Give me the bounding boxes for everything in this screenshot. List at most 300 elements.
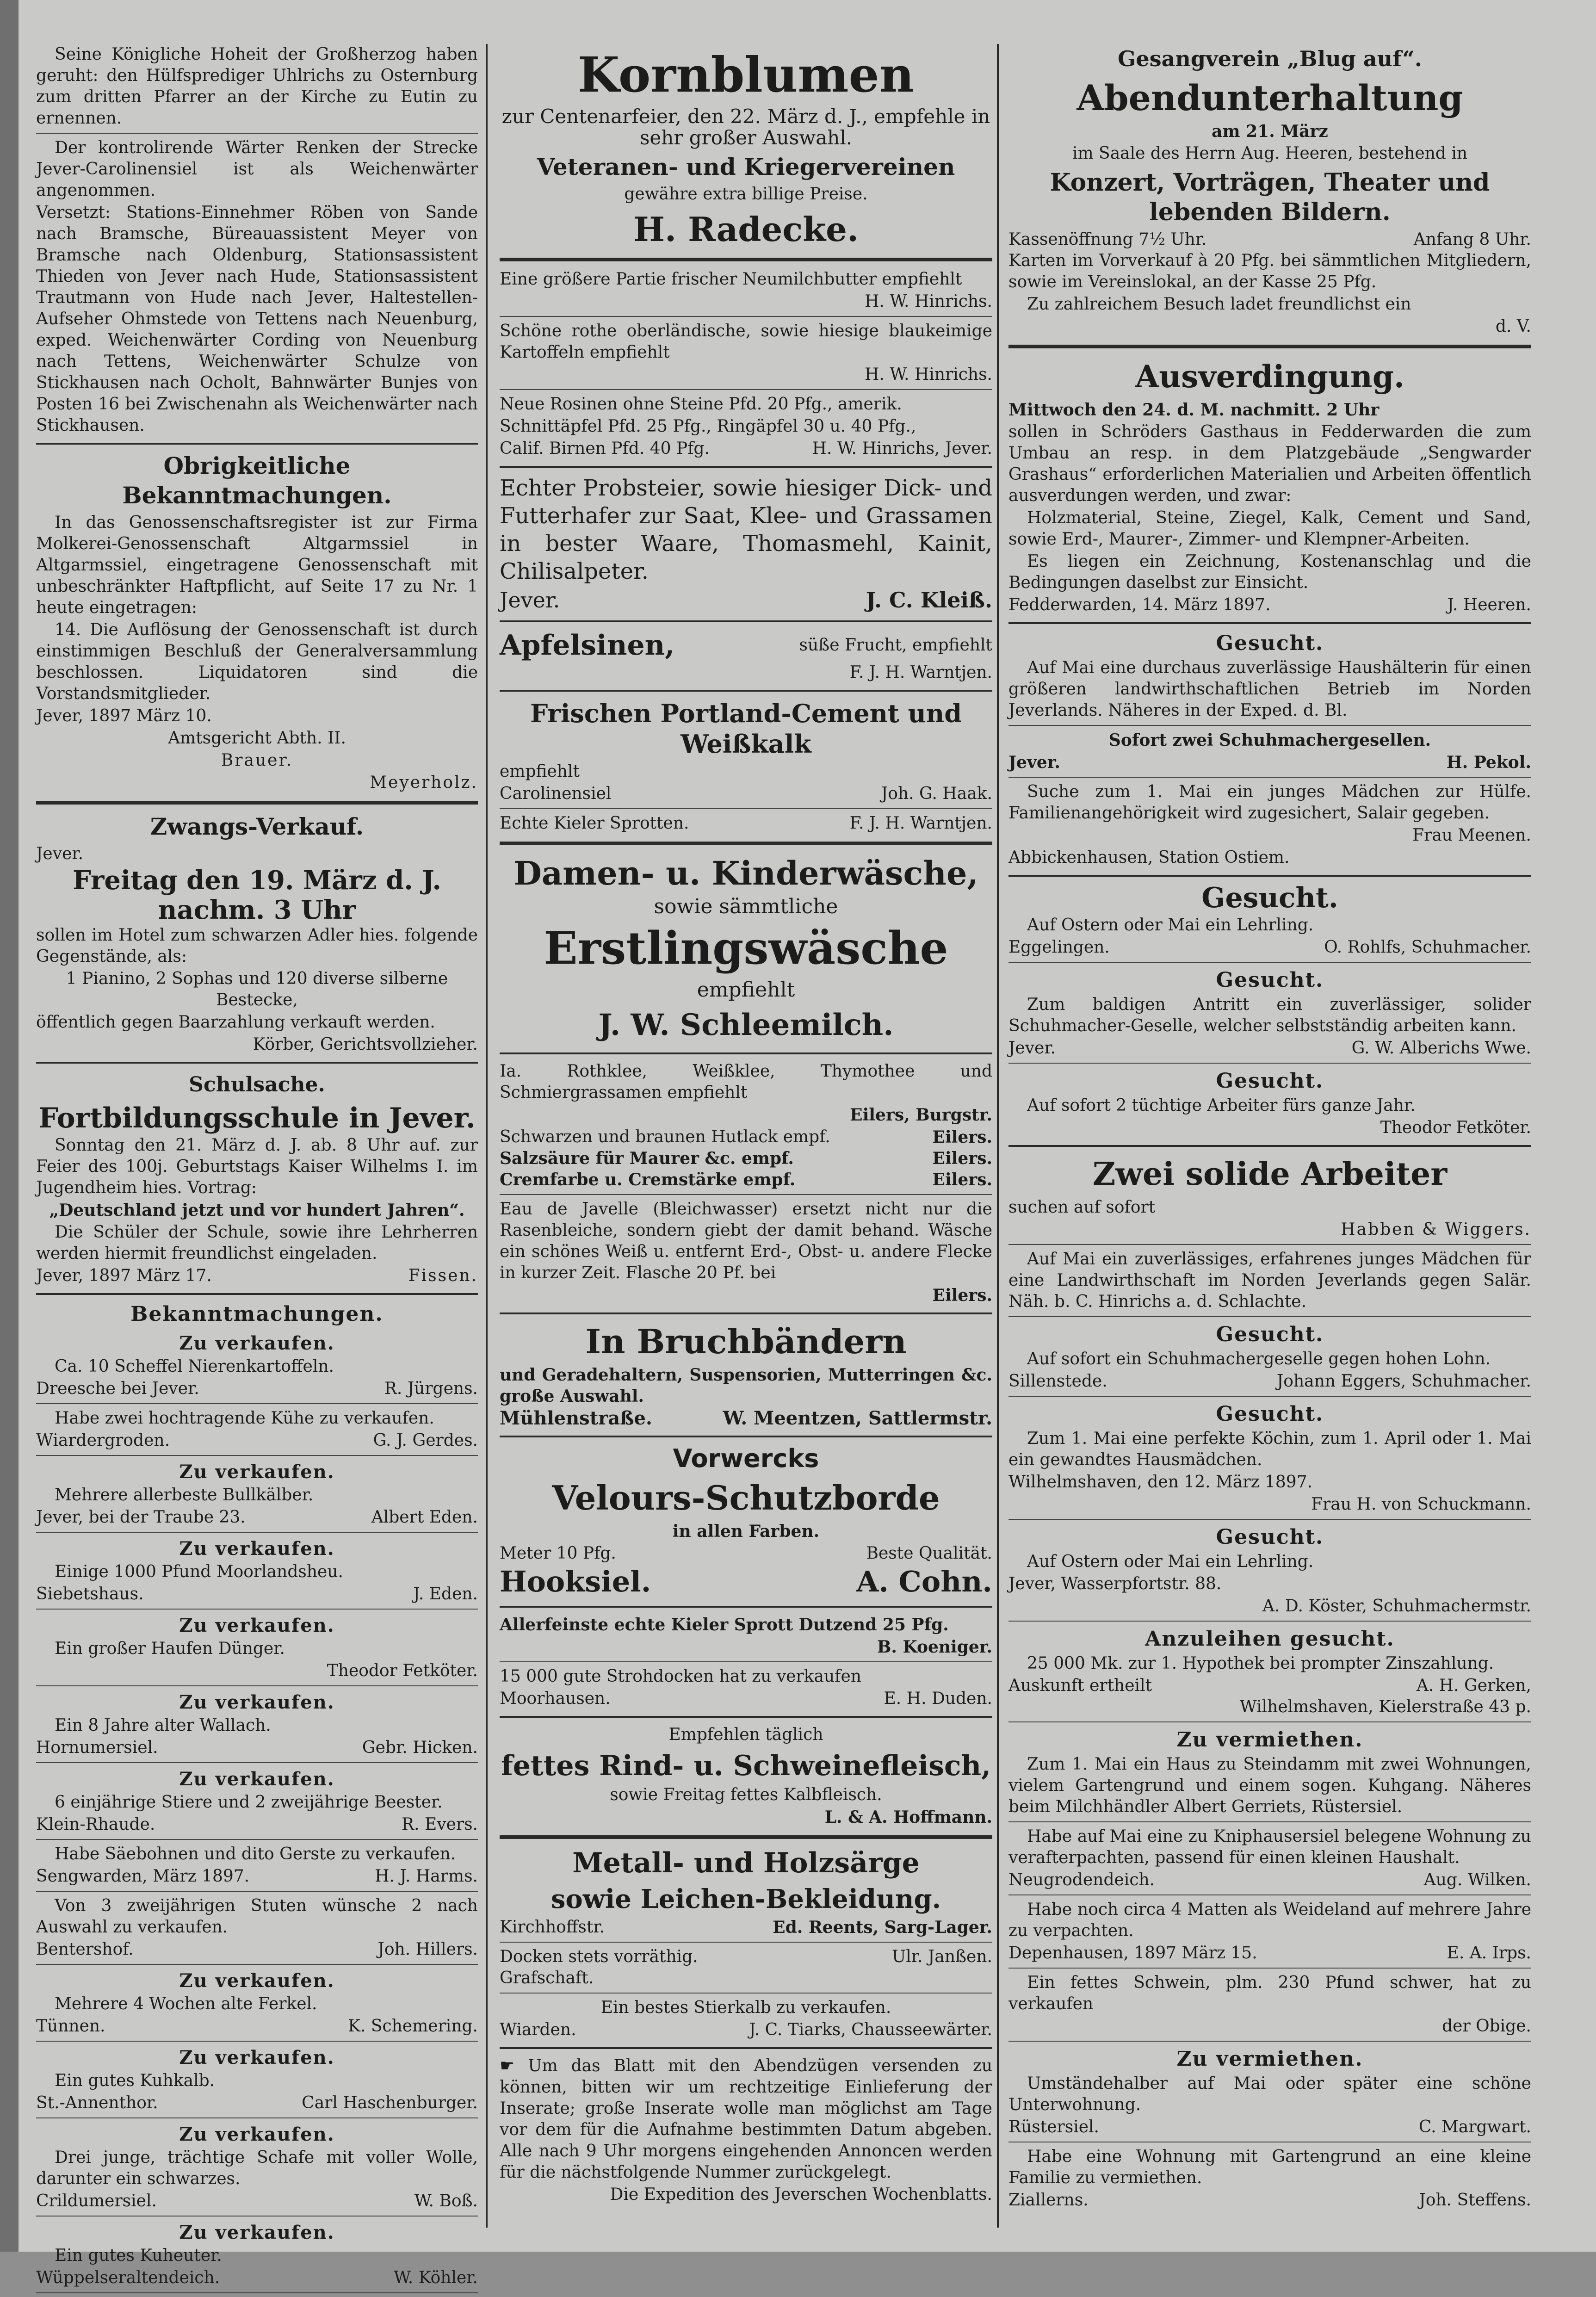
ad-footer: [36, 1507, 478, 1528]
ad-title: fettes Rind- u. Schweinefleisch,: [501, 1750, 991, 1782]
ad-text: Ein gutes Kuheuter.: [55, 2246, 222, 2265]
ad-text: Salzsäure für Maurer &c. empf.: [500, 1149, 794, 1168]
ad-heading: Anzuleihen gesucht.: [1145, 1627, 1395, 1651]
ad-text: und Geradehaltern, Suspensorien, Mutterringen &c. große Auswahl.: [500, 1365, 992, 1406]
ad-sign: Eilers.: [932, 1286, 992, 1305]
ad-sign: H. W. Hinrichs, Jever.: [812, 439, 992, 458]
railway-notice: Der kontrolirende Wärter Renken der Strecke Jever-Carolinensiel ist als Weichenwärter angenommen.: [36, 138, 478, 200]
ad-text: Ca. 10 Scheffel Nierenkartoffeln.: [55, 1357, 334, 1376]
ad-heading: Gesucht.: [1216, 632, 1324, 655]
ad-text: Es liegen ein Zeichnung, Kostenanschlag und die Bedingungen daselbst zur Einsicht.: [1008, 552, 1531, 592]
transfer-notice: Versetzt: Stations-Einnehmer Röben von Sande nach Bramsche, Büreauassistent Meyer von Bramsche nach Oldenburg, Stationsassistent Thieden von Jever nach Hude, Stationsassistent Trautmann von Hude nach Jever, Haltestellen-Aufseher Ohmstede von Tettens nach Neuenburg, exped. Weichenwärter Cording von Neuenburg nach Tettens, Weichenwärter Schulze von Stickhausen nach Ocholt, Bahnwärter Bunjes von Posten 16 bei Zwischenahn als Weichenwärter nach Stickhausen.: [36, 203, 478, 435]
ad-text: Ein großer Haufen Dünger.: [55, 1639, 285, 1658]
ad-place: Wilhelmshaven, Kielerstraße 43 p.: [1239, 1697, 1531, 1716]
ad-heading: Gesucht.: [1216, 1069, 1324, 1093]
ad-text: Beste Qualität.: [866, 1544, 992, 1563]
divider: [1008, 1316, 1531, 1317]
divider: [36, 2292, 478, 2293]
classified-ad: [36, 1691, 478, 1763]
divider: [500, 1661, 992, 1662]
ad-title: In Bruchbändern: [585, 1322, 907, 1361]
ad-heading: Zu verkaufen.: [179, 1768, 335, 1790]
appointment-notice: Seine Königliche Hoheit der Großherzog haben geruht: den Hülfsprediger Uhlrichs zu Osternburg zum dritten Pfarrer an der Kirche zu Eutin zu ernennen.: [36, 45, 478, 128]
ad-text: Habe Säebohnen und dito Gerste zu verkaufen.: [55, 1845, 456, 1864]
ad-sign: L. & A. Hoffmann.: [824, 1808, 992, 1827]
ad-title: Metall- und Holzsärge: [572, 1847, 920, 1879]
ad-text: gewähre extra billige Preise.: [624, 185, 868, 204]
page-gutter: [0, 0, 19, 2252]
ad-text: in allen Farben.: [672, 1522, 820, 1541]
registry-judge: Brauer.: [221, 751, 293, 770]
ad-title: sowie Leichen-Bekleidung.: [551, 1884, 941, 1914]
ad-heading: Zu verkaufen.: [179, 1970, 335, 1992]
ad-sign: F. J. H. Warntjen.: [849, 814, 992, 833]
divider: [1008, 1821, 1531, 1822]
divider: [1008, 875, 1531, 877]
ad-sign: Joh. G. Haak.: [881, 784, 992, 803]
divider: [500, 1606, 992, 1608]
ad-sign: Joh. Hillers.: [377, 1940, 478, 1959]
ad-sign: A. D. Köster, Schuhmachermstr.: [1262, 1597, 1531, 1616]
divider: [36, 1532, 478, 1533]
ad-sign: H. Pekol.: [1446, 753, 1531, 772]
ad-sign: A. H. Gerken,: [1416, 1676, 1531, 1695]
ad-footer: [36, 1378, 478, 1399]
auction-sign: Körber, Gerichtsvollzieher.: [253, 1035, 478, 1054]
registry-court: Amtsgericht Abth. II.: [168, 729, 346, 748]
school-heading: Fortbildungsschule in Jever.: [38, 1102, 476, 1134]
ad-text: sowie sämmtliche: [654, 895, 838, 918]
classified-ad: [36, 1895, 478, 1965]
ad-title: Ausverdingung.: [1135, 359, 1404, 395]
ad-sign: Habben & Wiggers.: [1341, 1220, 1531, 1239]
ad-footer: [36, 2093, 478, 2114]
ad-place: Sillenstede.: [1008, 1372, 1107, 1391]
ad-text: Echte Kieler Sprotten.: [500, 814, 689, 833]
ad-text: Eau de Javelle (Bleichwasser) ersetzt nicht nur die Rasenbleiche, sondern giebt der damit behand. Wäsche ein schönes Weiß u. entfernt Erd-, Obst- u. andere Flecke in kurzer Zeit. Flasche 20 Pf. bei: [500, 1200, 992, 1282]
divider: [500, 1835, 992, 1839]
divider: [36, 2216, 478, 2217]
ad-heading: Zu verkaufen.: [179, 1615, 335, 1636]
divider: [1008, 1519, 1531, 1520]
ad-text: Auf sofort ein Schuhmachergeselle gegen hohen Lohn.: [1027, 1350, 1491, 1368]
classified-ad: [36, 2221, 478, 2293]
ad-place: Neugrodendeich.: [1008, 1870, 1155, 1889]
ad-place: Ziallerns.: [1008, 2191, 1089, 2210]
school-lecture: „Deutschland jetzt und vor hundert Jahren“.: [49, 1201, 465, 1220]
divider: [1008, 725, 1531, 726]
classified-list: [36, 1332, 478, 2293]
ad-text: Habe eine Wohnung mit Gartengrund an eine kleine Familie zu vermiethen.: [1008, 2147, 1531, 2187]
divider: [1008, 1063, 1531, 1064]
ad-text: Auf Mai ein zuverlässiges, erfahrenes junges Mädchen für eine Landwirthschaft im Norden Jeverlands gegen Salär. Näh. b. C. Hinrichs a. d. Schlachte.: [1008, 1250, 1531, 1311]
ad-text: Mehrere 4 Wochen alte Ferkel.: [55, 1994, 317, 2013]
ad-text: Zum 1. Mai eine perfekte Köchin, zum 1. April oder 1. Mai ein gewandtes Hausmädchen.: [1008, 1429, 1531, 1469]
ad-heading: Zu vermiethen.: [1176, 2047, 1363, 2071]
ad-place: Hooksiel.: [500, 1565, 651, 1598]
divider: [1008, 1145, 1531, 1147]
divider: [36, 1964, 478, 1965]
ad-sign: Ed. Reents, Sarg-Lager.: [773, 1918, 992, 1937]
ad-text: Auf Ostern oder Mai ein Lehrling.: [1027, 1552, 1314, 1571]
divider: [36, 133, 478, 134]
ad-sign: J. C. Tiarks, Chausseewärter.: [749, 2020, 992, 2039]
section-title: Obrigkeitliche Bekanntmachungen.: [122, 452, 392, 509]
ad-text: süße Frucht, empfiehlt: [799, 636, 992, 655]
ad-text: Karten im Vorverkauf à 20 Pfg. bei sämmtlichen Mitgliedern, sowie im Vereinslokal, an der Kasse 25 Pfg.: [1008, 251, 1531, 291]
section-title: Zwangs-Verkauf.: [150, 813, 364, 840]
auction-text: sollen im Hotel zum schwarzen Adler hies. folgende Gegenstände, als:: [36, 926, 478, 966]
ad-place: Crildumersiel.: [36, 2192, 157, 2210]
ad-text: Schnittäpfel Pfd. 25 Pfg., Ringäpfel 30 u. 40 Pfg.,: [500, 417, 916, 436]
ad-heading: Zu vermiethen.: [1176, 1728, 1363, 1752]
classified-ad: [36, 1844, 478, 1892]
divider: [36, 2041, 478, 2042]
divider: [500, 1716, 992, 1718]
ad-heading: Gesucht.: [1201, 882, 1338, 914]
ad-place: Jever.: [1008, 753, 1060, 772]
ad-text: Von 3 zweijährigen Stuten wünsche 2 nach Auswahl zu verkaufen.: [36, 1896, 478, 1937]
ad-text: im Saale des Herrn Aug. Heeren, bestehend in: [1072, 144, 1468, 163]
ad-text: empfiehlt: [500, 762, 580, 781]
ad-heading: Gesucht.: [1216, 1525, 1324, 1549]
ad-place: Fedderwarden, 14. März 1897.: [1008, 595, 1271, 614]
ad-text: Allerfeinste echte Kieler Sprott Dutzend 25 Pfg.: [500, 1615, 949, 1635]
ad-text: Ia. Rothklee, Weißklee, Thymothee und Schmiergrassamen empfiehlt: [500, 1062, 992, 1102]
ad-text: empfiehlt: [697, 978, 795, 1002]
divider: [500, 1993, 992, 1994]
ad-place: Carolinensiel: [500, 784, 612, 803]
ad-heading: Zu verkaufen.: [179, 2222, 335, 2243]
ad-title: Zwei solide Arbeiter: [1092, 1156, 1448, 1193]
ad-sign: Johann Eggers, Schuhmacher.: [1276, 1372, 1531, 1391]
classified-ad: [36, 1332, 478, 1404]
divider: [36, 1403, 478, 1404]
ad-place: Mühlenstraße.: [500, 1407, 652, 1429]
column-right: [1008, 44, 1531, 2211]
ad-sign: J. C. Kleiß.: [866, 588, 992, 613]
divider: [500, 690, 992, 692]
classified-ad: [36, 2046, 478, 2118]
ad-place: Depenhausen, 1897 März 15.: [1008, 1944, 1257, 1963]
ad-title: Gesangverein „Blug auf“.: [1118, 46, 1422, 71]
divider: [1008, 345, 1531, 348]
ad-sign: Aug. Wilken.: [1423, 1870, 1531, 1889]
ad-title: Velours-Schutzborde: [552, 1478, 940, 1517]
ad-place: Jever, Wasserpfortstr. 88.: [1008, 1574, 1222, 1593]
ad-title: Erstlingswäsche: [544, 922, 948, 974]
ad-sign: Eilers.: [932, 1149, 992, 1168]
ad-place: Tünnen.: [36, 2017, 105, 2036]
auction-items: 1 Pianino, 2 Sophas und 120 diverse silberne Bestecke,: [66, 969, 448, 1009]
divider: [500, 316, 992, 317]
divider: [500, 1436, 992, 1437]
ad-text: sowie Freitag fettes Kalbfleisch.: [610, 1785, 882, 1804]
ad-sign: H. J. Harms.: [375, 1867, 478, 1886]
column-divider: [486, 44, 488, 2228]
ad-text: Ein gutes Kuhkalb.: [55, 2071, 215, 2090]
ad-sign: Carl Haschenburger.: [302, 2093, 478, 2112]
ad-sign: O. Rohlfs, Schuhmacher.: [1324, 938, 1531, 957]
ad-text: Echter Probsteier, sowie hiesiger Dick- und Futterhafer zur Saat, Klee- und Grassamen in bester Waare, Thomasmehl, Kainit, Chilisalpeter.: [500, 475, 992, 584]
divider: [500, 808, 992, 809]
auction-date: Freitag den 19. März d. J.: [73, 865, 441, 896]
auction-text2: öffentlich gegen Baarzahlung verkauft werden.: [36, 1013, 435, 1032]
divider: [1008, 2041, 1531, 2042]
divider: [500, 2047, 992, 2049]
divider: [36, 2117, 478, 2118]
divider: [500, 842, 992, 845]
ad-place: Siebetshaus.: [36, 1585, 144, 1604]
ad-place: Wüppelseraltendeich.: [36, 2268, 220, 2287]
ad-text: Habe zwei hochtragende Kühe zu verkaufen.: [55, 1409, 434, 1428]
section-title: Schulsache.: [189, 1073, 325, 1096]
ad-date: Mittwoch den 24. d. M. nachmitt. 2 Uhr: [1008, 400, 1379, 420]
ad-sign: W. Boß.: [414, 2192, 478, 2210]
classified-ad: [36, 1768, 478, 1840]
ad-footer: [36, 1866, 478, 1887]
ad-heading: Zu verkaufen.: [179, 1691, 335, 1713]
ad-text: Kassenöffnung 7½ Uhr.: [1008, 230, 1207, 249]
ad-heading: Sofort zwei Schuhmachergesellen.: [1108, 731, 1431, 750]
ad-footer: [36, 2016, 478, 2037]
ad-heading: Zu verkaufen.: [179, 1332, 335, 1354]
ad-sign: Frau Meenen.: [1412, 826, 1531, 845]
ad-place: Bentershof.: [36, 1940, 134, 1959]
ad-text: Schwarzen und braunen Hutlack empf.: [500, 1127, 830, 1146]
ad-footer: [36, 1939, 478, 1960]
school-text2: Die Schüler der Schule, sowie ihre Lehrherren werden hiermit freundlichst eingeladen.: [36, 1223, 478, 1263]
ad-text: Auf Ostern oder Mai ein Lehrling.: [1027, 916, 1314, 935]
ad-sign: C. Margwart.: [1418, 2117, 1531, 2136]
divider: [36, 1455, 478, 1456]
divider: [1008, 622, 1531, 624]
divider: [500, 258, 992, 261]
divider: [36, 1839, 478, 1840]
ad-text: Schöne rothe oberländische, sowie hiesige blaukeimige Kartoffeln empfiehlt: [500, 322, 992, 362]
divider: [1008, 1968, 1531, 1969]
school-text: Sonntag den 21. März d. J. ab. 8 Uhr auf. zur Feier des 100j. Geburtstags Kaiser Wilhelms I. im Jugendheim hies. Vortrag:: [36, 1136, 478, 1197]
divider: [1008, 1621, 1531, 1622]
ad-text: Suche zum 1. Mai ein junges Mädchen zur Hülfe. Familienangehörigkeit wird zugesichert, Salair gegeben.: [1008, 782, 1531, 823]
ad-sign: A. Cohn.: [856, 1565, 992, 1598]
ad-title: Frischen Portland-Cement und Weißkalk: [530, 699, 962, 759]
ad-sign: Eilers, Burgstr.: [850, 1105, 992, 1125]
ad-place: Dreesche bei Jever.: [36, 1379, 199, 1398]
ad-sign: H. W. Hinrichs.: [865, 365, 992, 384]
ad-place: Wilhelmshaven, den 12. März 1897.: [1008, 1473, 1313, 1492]
divider: [500, 1194, 992, 1195]
auction-place: Jever.: [36, 844, 84, 863]
divider: [36, 1293, 478, 1295]
ad-sign: F. J. H. Warntjen.: [849, 663, 992, 682]
school-sign: Fissen.: [408, 1266, 478, 1285]
ad-sign: K. Schemering.: [348, 2017, 478, 2036]
ad-sign: Eilers.: [932, 1170, 992, 1189]
ad-text: sollen in Schröders Gasthaus in Fedderwarden die zum Umbau an resp. in dem Platzgebäude „Sengwarder Grashaus“ erforderlichen Materialien und Arbeiten öffentlich ausverdungen werden, und zwar:: [1008, 422, 1531, 505]
ad-text: Zum 1. Mai ein Haus zu Steindamm mit zwei Wohnungen, vielem Gartengrund und einem sogen. Kuhgang. Näheres beim Milchhändler Albert Gerriets, Rüstersiel.: [1008, 1755, 1531, 1816]
registry-item: 14. Die Auflösung der Genossenschaft ist durch einstimmigen Beschluß der Generalversammlung beschlossen. Liquidatoren sind die Vorstandsmitglieder.: [36, 620, 478, 703]
ad-sign: R. Evers.: [401, 1815, 478, 1834]
ad-sign: Joh. Steffens.: [1419, 2191, 1531, 2210]
divider: [500, 389, 992, 390]
divider: [500, 1053, 992, 1054]
ad-place: Abbickenhausen, Station Ostiem.: [1008, 848, 1290, 867]
ad-sign: W. Köhler.: [394, 2268, 478, 2287]
ad-place: Wiarden.: [500, 2020, 576, 2039]
ad-sign: Theodor Fetköter.: [1380, 1118, 1531, 1137]
ad-text: suchen auf sofort: [1008, 1198, 1156, 1217]
ad-text: Calif. Birnen Pfd. 40 Pfg.: [500, 439, 710, 458]
ad-place: Moorhausen.: [500, 1689, 611, 1708]
divider: [500, 1942, 992, 1943]
ad-sign: Gebr. Hicken.: [362, 1738, 478, 1757]
ad-text: Neue Rosinen ohne Steine Pfd. 20 Pfg., amerik.: [500, 395, 902, 414]
ad-sign: Ulr. Janßen.: [891, 1947, 992, 1966]
ad-place: Hornumersiel.: [36, 1738, 158, 1757]
ad-place: Rüstersiel.: [1008, 2117, 1099, 2136]
classified-ad: [36, 1461, 478, 1533]
ad-place: St.-Annenthor.: [36, 2093, 158, 2112]
pointing-hand-icon: ☛: [500, 2056, 528, 2075]
ad-title: Konzert, Vorträgen, Theater und lebenden Bildern.: [1050, 168, 1490, 226]
registry-sign: Meyerholz.: [370, 773, 478, 792]
ad-sign: H. W. Hinrichs.: [865, 292, 992, 311]
ad-text: Habe auf Mai eine zu Kniphausersiel belegene Wohnung zu verafterpachten, passend für einen kleinen Haushalt.: [1008, 1827, 1531, 1867]
school-date: Jever, 1897 März 17.: [36, 1266, 212, 1285]
ad-sign: B. Koeniger.: [877, 1637, 992, 1657]
column-divider: [997, 44, 999, 2228]
ad-heading: Gesucht.: [1216, 1402, 1324, 1426]
notice-sign: Die Expedition des Jeverschen Wochenblatts.: [610, 2185, 992, 2204]
ad-sign: R. Jürgens.: [384, 1379, 478, 1398]
divider: [500, 466, 992, 468]
ad-footer: [36, 1737, 478, 1758]
ad-sign: J. Heeren.: [1447, 595, 1531, 614]
ad-title: Kornblumen: [577, 46, 915, 103]
ad-sign: Frau H. von Schuckmann.: [1311, 1495, 1531, 1514]
ad-sign: J. Eden.: [413, 1585, 478, 1604]
ad-text: Zu zahlreichem Besuch ladet freundlichst ein: [1027, 295, 1411, 314]
ad-place: Jever, bei der Traube 23.: [36, 1508, 246, 1527]
ad-footer: [36, 2267, 478, 2289]
ad-place: Jever.: [1008, 1039, 1056, 1058]
ad-sign: Eilers.: [932, 1127, 992, 1147]
column-middle: [500, 44, 992, 2206]
ad-text: zur Centenarfeier, den 22. März d. J., empfehle in sehr großer Auswahl.: [501, 105, 990, 149]
notice-text: [500, 2056, 992, 2183]
divider: [36, 1609, 478, 1610]
ad-sign: E. H. Duden.: [884, 1689, 992, 1708]
ad-text: Ein bestes Stierkalb zu verkaufen.: [600, 1998, 891, 2017]
ad-place: Kirchhoffstr.: [500, 1918, 605, 1937]
divider: [36, 443, 478, 445]
divider: [36, 801, 478, 805]
ad-place: Jever.: [500, 588, 560, 613]
ad-sign: der Obige.: [1442, 2017, 1531, 2036]
auction-time: nachm. 3 Uhr: [158, 895, 356, 925]
ad-text: Umständehalber auf Mai oder später eine schöne Unterwohnung.: [1008, 2074, 1531, 2114]
divider: [36, 1685, 478, 1686]
ad-heading: Gesucht.: [1216, 968, 1324, 992]
column-left: [36, 44, 478, 2297]
ad-text: Empfehlen täglich: [668, 1725, 823, 1744]
divider: [36, 1062, 478, 1064]
ad-heading: Zu verkaufen.: [179, 1538, 335, 1560]
ad-sign: G. J. Gerdes.: [373, 1431, 478, 1450]
classified-ad: [36, 1614, 478, 1686]
registry-text: In das Genossenschaftsregister ist zur Firma Molkerei-Genossenschaft Altgarmssiel in Altgarmssiel, eingetragene Genossenschaft mit unbeschränkter Haftpflicht, auf Seite 17 zu Nr. 1 heute eingetragen:: [36, 513, 478, 617]
ad-text: 25 000 Mk. zur 1. Hypothek bei prompter Zinszahlung.: [1027, 1654, 1494, 1673]
ad-heading: Zu verkaufen.: [179, 2047, 335, 2068]
divider: [1008, 962, 1531, 963]
ad-text: 15 000 gute Strohdocken hat zu verkaufen: [500, 1667, 861, 1686]
section-title: Bekanntmachungen.: [130, 1302, 384, 1326]
ad-title: Apfelsinen,: [500, 629, 675, 662]
ad-place: Wiardergroden.: [36, 1431, 170, 1450]
ad-text: Auf sofort 2 tüchtige Arbeiter fürs ganze Jahr.: [1027, 1096, 1416, 1115]
ad-text: Docken stets vorräthig.: [500, 1947, 698, 1966]
ad-text: 6 einjährige Stiere und 2 zweijährige Beester.: [55, 1793, 443, 1812]
ad-text: Ein fettes Schwein, plm. 230 Pfund schwer, hat zu verkaufen: [1008, 1973, 1531, 2013]
divider: [1008, 1244, 1531, 1245]
ad-footer: [36, 2191, 478, 2212]
ad-text: Holzmaterial, Steine, Ziegel, Kalk, Cement und Sand, sowie Erd-, Maurer-, Zimmer- und Klempner-Arbeiten.: [1008, 508, 1531, 549]
ad-sign: Theodor Fetköter.: [327, 1661, 478, 1680]
ad-place: Grafschaft.: [500, 1969, 594, 1987]
ad-sign: J. W. Schleemilch.: [598, 1008, 894, 1042]
ad-text: Habe noch circa 4 Matten als Weideland auf mehrere Jahre zu verpachten.: [1008, 1900, 1531, 1940]
ad-place: Klein-Rhaude.: [36, 1815, 155, 1834]
ad-footer: [36, 1814, 478, 1835]
ad-footer: [36, 1430, 478, 1451]
ad-heading: Gesucht.: [1216, 1323, 1324, 1346]
ad-text: Auskunft ertheilt: [1008, 1676, 1152, 1695]
divider: [36, 1891, 478, 1892]
divider: [1008, 777, 1531, 778]
ad-heading: Zu verkaufen.: [179, 2124, 335, 2145]
ad-sign: d. V.: [1495, 317, 1531, 336]
registry-date: Jever, 1897 März 10.: [36, 706, 212, 725]
ad-title: Vorwercks: [673, 1444, 819, 1473]
notice-body: Um das Blatt mit den Abendzügen versenden zu können, bitten wir um rechtzeitige Einlieferung der Inserate; große Inserate wolle man möglichst am Tage vor dem für die Aufnahme bestimmten Datum abgeben. Alle nach 9 Uhr morgens eingehenden Annoncen werden für die nächstfolgende Nummer zurückgelegt.: [500, 2056, 992, 2182]
ad-text: Zum baldigen Antritt ein zuverlässiger, solider Schuhmacher-Geselle, welcher selbstständig arbeiten kann.: [1008, 995, 1531, 1035]
ad-text: Ein 8 Jahre alter Wallach.: [55, 1716, 271, 1735]
ad-text: Eine größere Partie frischer Neumilchbutter empfiehlt: [500, 270, 962, 289]
ad-text: Cremfarbe u. Cremstärke empf.: [500, 1170, 796, 1189]
classified-ad: [36, 2123, 478, 2217]
ad-place: Sengwarden, März 1897.: [36, 1867, 250, 1886]
ad-place: Eggelingen.: [1008, 938, 1110, 957]
ad-subtitle: Veteranen- und Kriegervereinen: [537, 153, 955, 180]
divider: [500, 1313, 992, 1314]
ad-sign: E. A. Irps.: [1447, 1944, 1531, 1963]
ad-text: Anfang 8 Uhr.: [1413, 230, 1531, 249]
ad-heading: Zu verkaufen.: [179, 1461, 335, 1483]
ad-sign: G. W. Alberichs Wwe.: [1351, 1039, 1531, 1058]
ad-sign: H. Radecke.: [633, 210, 859, 249]
ad-footer: [36, 1584, 478, 1605]
ad-sign: Albert Eden.: [371, 1508, 478, 1527]
divider: [500, 620, 992, 622]
ad-title: Damen- u. Kinderwäsche,: [513, 854, 978, 892]
divider: [1008, 1721, 1531, 1722]
classified-ad: [36, 1408, 478, 1456]
ad-footer: [36, 1660, 478, 1682]
ad-title: Abendunterhaltung: [1076, 77, 1463, 118]
ad-text: Mehrere allerbeste Bullkälber.: [55, 1486, 314, 1505]
ad-text: Drei junge, trächtige Schafe mit voller Wolle, darunter ein schwarzes.: [36, 2148, 478, 2188]
